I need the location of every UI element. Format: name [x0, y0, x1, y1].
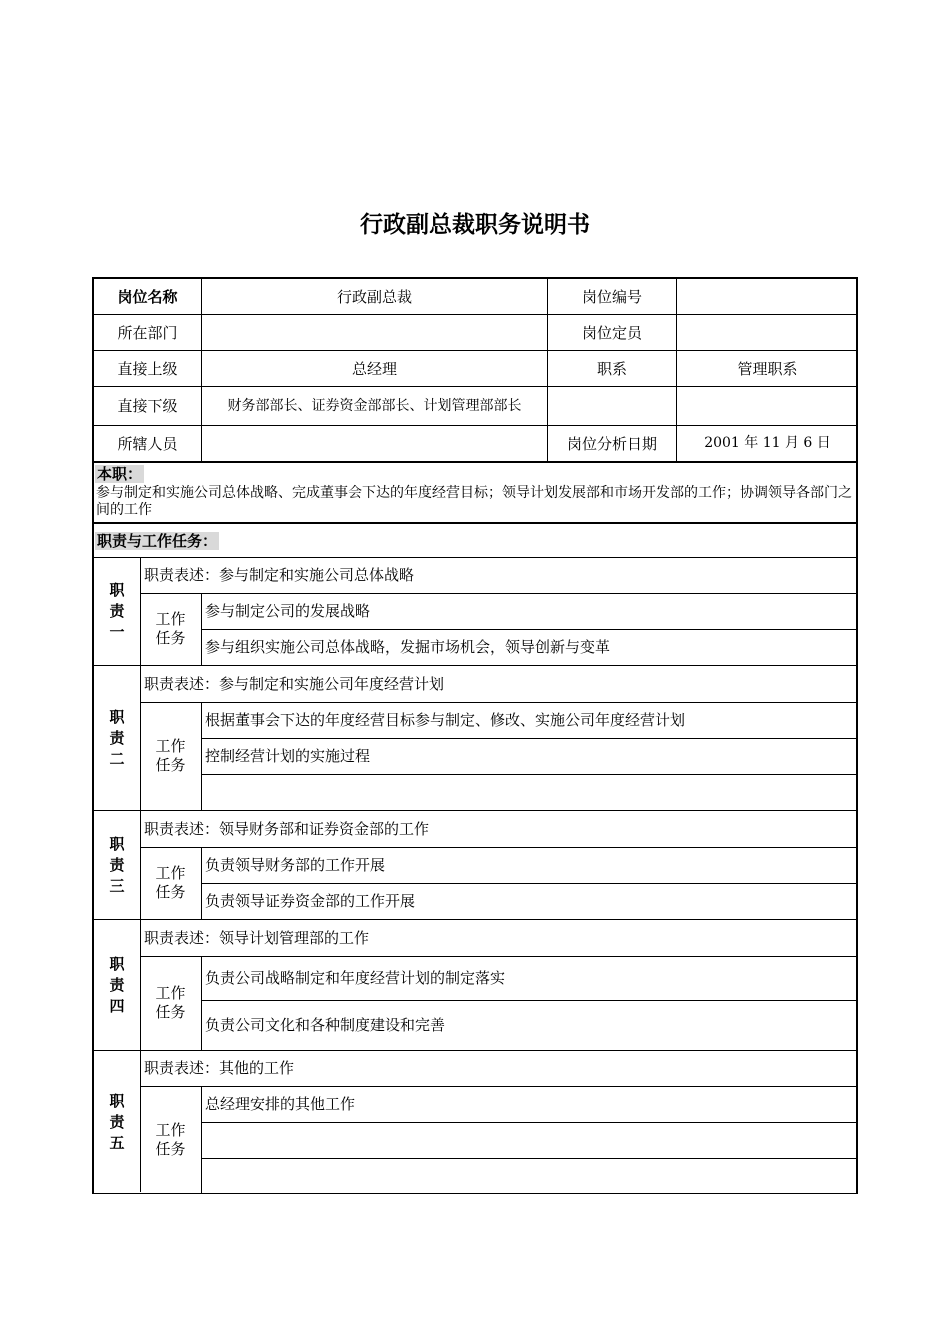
task-item: 负责领导财务部的工作开展 — [205, 856, 386, 874]
task-label: 工作 任务 — [155, 984, 186, 1021]
subordinate-label: 直接下级 — [117, 397, 178, 415]
duty-description: 职责表述：领导财务部和证券资金部的工作 — [144, 820, 430, 838]
task-item: 负责公司战略制定和年度经营计划的制定落实 — [205, 969, 506, 987]
task-item: 总经理安排的其他工作 — [205, 1095, 356, 1113]
task-item: 负责领导证券资金部的工作开展 — [205, 892, 416, 910]
task-item: 参与制定公司的发展战略 — [205, 602, 371, 620]
date-label: 岗位分析日期 — [566, 434, 657, 453]
duty-description: 职责表述：领导计划管理部的工作 — [144, 929, 370, 947]
duty-description: 职责表述：其他的工作 — [144, 1059, 295, 1077]
subordinate-extra-2 — [677, 387, 858, 425]
duty-title: 职 责 五 — [109, 1091, 125, 1152]
series-label: 职系 — [596, 359, 627, 378]
duty-summary-text: 参与制定和实施公司总体战略、完成董事会下达的年度经营目标；领导计划发展部和市场开发部的工作；协调领导各部门之间的工作 — [96, 485, 852, 518]
task-item: 根据董事会下达的年度经营目标参与制定、修改、实施公司年度经营计划 — [205, 711, 686, 729]
duty-title: 职 责 四 — [109, 954, 125, 1015]
duty-title: 职 责 二 — [109, 707, 125, 768]
duty-title: 职 责 三 — [109, 834, 125, 895]
task-label: 工作 任务 — [155, 1121, 186, 1158]
post-no-label: 岗位编号 — [581, 288, 642, 306]
subordinate-value: 财务部部长、证券资金部部长、计划管理部部长 — [227, 397, 522, 414]
task-item — [202, 1122, 858, 1158]
quota-label: 岗位定员 — [581, 323, 642, 342]
staff-value — [202, 426, 547, 461]
quota-value — [677, 315, 858, 350]
dept-label: 所在部门 — [117, 323, 178, 342]
duty-title: 职 责 一 — [109, 580, 125, 641]
date-value: 2001 年 11 月 6 日 — [704, 435, 831, 452]
post-name-value: 行政副总裁 — [336, 288, 412, 306]
duty-description: 职责表述：参与制定和实施公司总体战略 — [144, 566, 415, 584]
task-item — [202, 774, 858, 810]
job-description-table — [92, 277, 858, 1194]
duties-header: 职责与工作任务： — [97, 532, 218, 550]
duty-summary-label: 本职： — [97, 465, 143, 483]
post-no-value — [677, 279, 858, 315]
task-label: 工作 任务 — [155, 610, 186, 647]
staff-label: 所辖人员 — [117, 434, 178, 453]
page-title: 行政副总裁职务说明书 — [360, 212, 590, 238]
superior-value: 总经理 — [351, 359, 397, 378]
duty-description: 职责表述：参与制定和实施公司年度经营计划 — [144, 675, 445, 693]
task-item: 参与组织实施公司总体战略，发掘市场机会，领导创新与变革 — [205, 638, 611, 656]
task-item — [202, 1158, 858, 1194]
series-value: 管理职系 — [737, 359, 798, 378]
task-item: 控制经营计划的实施过程 — [205, 747, 371, 765]
subordinate-extra-1 — [548, 387, 676, 425]
dept-value — [202, 315, 547, 350]
post-name-label: 岗位名称 — [117, 288, 178, 306]
task-label: 工作 任务 — [155, 737, 186, 774]
task-label: 工作 任务 — [155, 864, 186, 901]
superior-label: 直接上级 — [117, 359, 178, 378]
task-item: 负责公司文化和各种制度建设和完善 — [205, 1016, 446, 1034]
